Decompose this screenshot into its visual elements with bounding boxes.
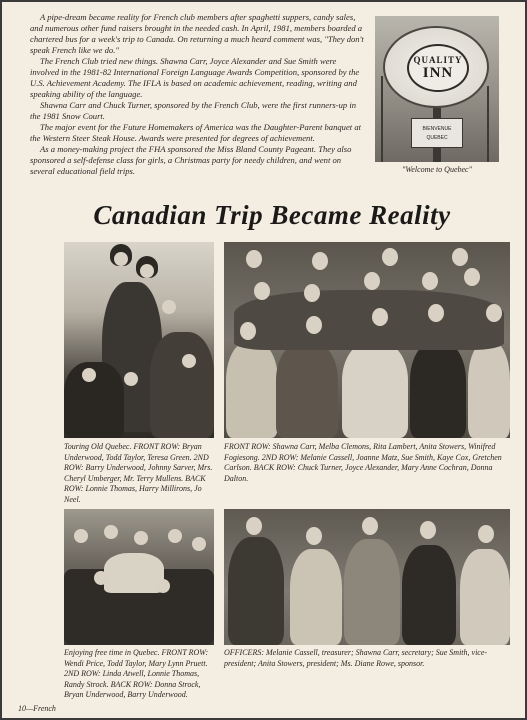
quality-inn-sign-photo (375, 16, 499, 162)
intro-paragraph: As a money-making project the FHA sponsored the Miss Bland County Pageant. They also sponsored a self-defense class for girls, a Christmas party for needy children, and went on several educational field trips. (30, 144, 352, 176)
intro-paragraph: A pipe-dream became reality for French club members after spaghetti suppers, candy sales, and numerous other fund raisers brought in the needed cash. In April, 1981, members boarded a chartered bus for a week's trip to Canada. On returning a much heard comment was, "They don't speak French like we do." (30, 12, 364, 55)
page-headline: Canadian Trip Became Reality (93, 200, 451, 230)
sign-plate (411, 118, 463, 148)
page-folio: 10—French (18, 704, 56, 713)
photo-french-club-group (224, 242, 510, 438)
caption-officers: OFFICERS: Melanie Cassell, treasurer; Shawna Carr, secretary; Sue Smith, vice-president; Anita Stowers, president; Ms. Diane Rowe, sponsor. (224, 648, 488, 668)
photo-touring-old-quebec (64, 242, 214, 438)
intro-paragraph: The French Club tried new things. Shawna Carr, Joyce Alexander and Sue Smith were involved in the 1981-82 International Foreign Language Awards Competition, sponsored by the U.S. Achievement Academy. The IFLA is based on academic achievement, reading, writing and speaking ability of the language. (30, 56, 360, 99)
photo-free-time-in-quebec (64, 509, 214, 645)
sign-plate-line1: BIENVENUE (422, 125, 452, 132)
sign-main-text: INN (422, 64, 454, 81)
sign-plate-line2: QUEBEC (426, 134, 448, 141)
caption-touring-old-quebec: Touring Old Quebec. FRONT ROW: Bryan Underwood, Todd Taylor, Teresa Green. 2ND ROW: Barry Underwood, Johnny Sarver, Mrs. Cheryl Umberger, Mr. Terry Mullens. BACK ROW: Lonnie Thomas, Harry Millirons, Jo Neel. (64, 442, 213, 504)
intro-paragraph: Shawna Carr and Chuck Turner, sponsored by the French Club, were the first runners-up in the 1981 Snow Court. (30, 100, 357, 121)
photo-officers (224, 509, 510, 645)
intro-text (30, 12, 366, 177)
caption-free-time-in-quebec: Enjoying free time in Quebec. FRONT ROW: Wendi Price, Todd Taylor, Mary Lynn Pruett. 2ND ROW: Linda Atwell, Lonnie Thomas, Randy Strock. BACK ROW: Donna Strock, Bryan Underwood, Barry Underwood. (64, 648, 209, 699)
sign-caption: "Welcome to Quebec" (402, 165, 472, 174)
caption-french-club-group: FRONT ROW: Shawna Carr, Melba Clemons, Rita Lambert, Anita Stowers, Winifred Fogiesong. 2ND ROW: Melanie Cassell, Joanne Matz, Sue Smith, Kaye Cox, Gretchen Carlson. BACK ROW: Chuck Turner, Joyce Alexander, Mary Anne Cochran, Donna Dalton. (224, 442, 502, 483)
intro-paragraph: The major event for the Future Homemakers of America was the Daughter-Parent banquet at the Western Steer Steak House. Awards were presented for degrees of achievement. (30, 122, 362, 143)
sign-badge (383, 26, 489, 108)
sign-top-text: QUALITY (413, 54, 463, 65)
